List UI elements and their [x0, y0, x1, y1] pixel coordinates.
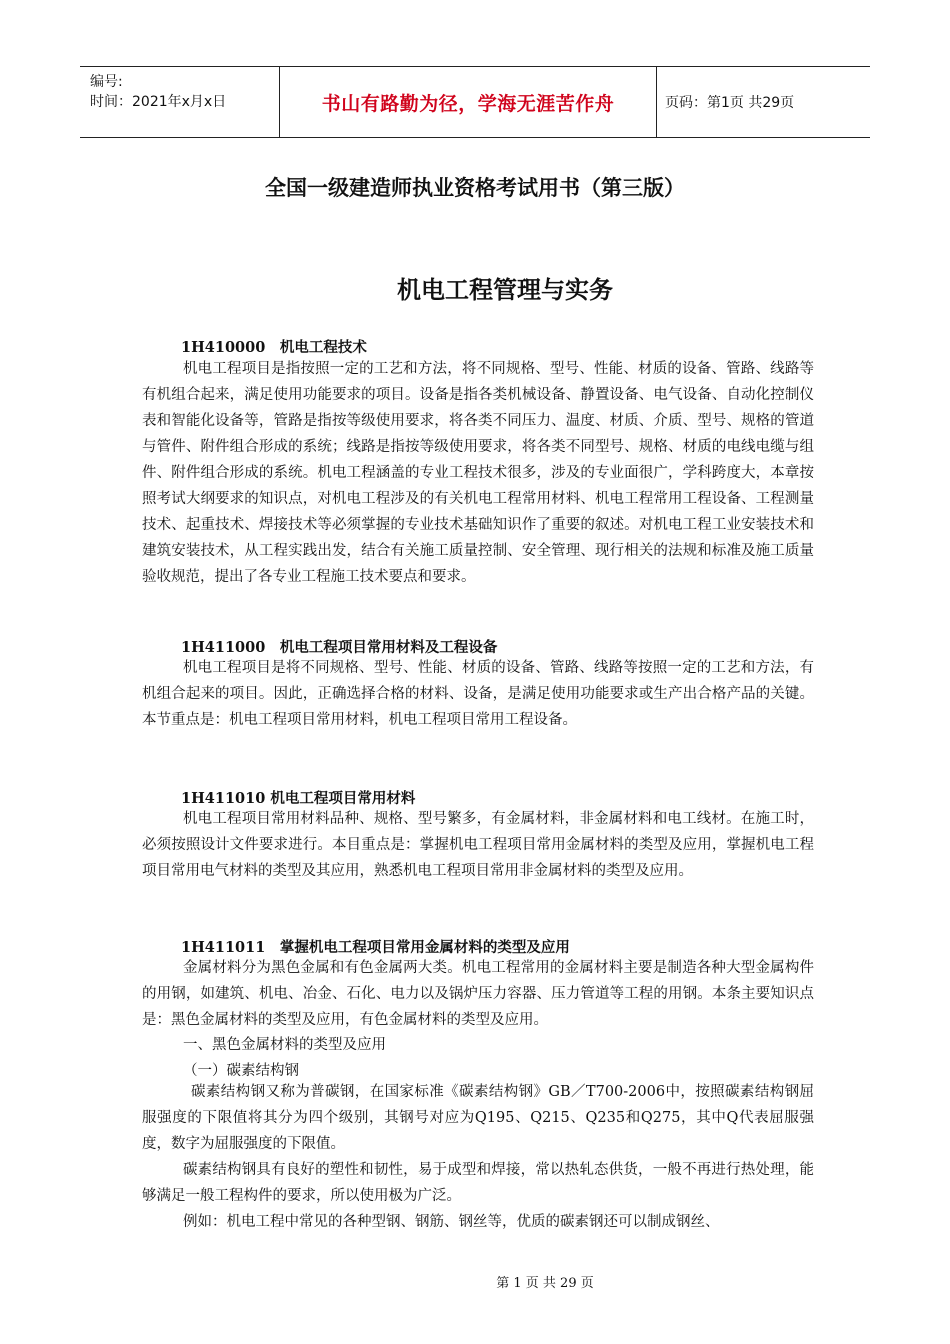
section-body-1h411011: 金属材料分为黑色金属和有色金属两大类。机电工程常用的金属材料主要是制造各种大型金属构件的用钢，如建筑、机电、冶金、石化、电力以及锅炉压力容器、压力管道等工程的用钢。本条主要知识点是：黑色金属材料的类型及应用，有色金属材料的类型及应用。: [142, 960, 814, 1028]
header-page-info: 页码：第1页 共29页: [665, 95, 795, 111]
doc-time-label: 时间：2021年x月x日: [90, 94, 227, 110]
paragraph-carbon-steel-example: 例如：机电工程中常见的各种型钢、钢筋、钢丝等，优质的碳素钢还可以制成钢丝、: [183, 1214, 720, 1230]
header-table: [80, 66, 870, 138]
section-heading-1h411010: 1H411010 机电工程项目常用材料: [181, 790, 416, 807]
section-heading-1h411000: 1H411000 机电工程项目常用材料及工程设备: [181, 639, 498, 656]
paragraph-carbon-steel-standard: 碳素结构钢又称为普碳钢，在国家标准《碳素结构钢》GB／T700-2006中，按照碳素结构钢屈服强度的下限值将其分为四个级别，其钢号对应为Q195、Q215、Q235和Q275，其中Q代表屈服强度，数字为屈服强度的下限值。: [142, 1084, 814, 1152]
section-body-1h410000: 机电工程项目是指按照一定的工艺和方法，将不同规格、型号、性能、材质的设备、管路、线路等有机组合起来，满足使用功能要求的项目。设备是指各类机械设备、静置设备、电气设备、自动化控制仪表和智能化设备等，管路是指按等级使用要求，将各类不同压力、温度、材质、介质、型号、规格的管道与管件、附件组合形成的系统；线路是指按等级使用要求，将各类不同型号、规格、材质的电线电缆与组件、附件组合形成的系统。机电工程涵盖的专业工程技术很多，涉及的专业面很广，学科跨度大，本章按照考试大纲要求的知识点，对机电工程涉及的有关机电工程常用材料、机电工程常用工程设备、工程测量技术、起重技术、焊接技术等必须掌握的专业技术基础知识作了重要的叙述。对机电工程工业安装技术和建筑安装技术，从工程实践出发，结合有关施工质量控制、安全管理、现行相关的法规和标准及施工质量验收规范，提出了各专业工程施工技术要点和要求。: [142, 361, 814, 585]
section-body-1h411010: 机电工程项目常用材料品种、规格、型号繁多，有金属材料，非金属材料和电工线材。在施工时，必须按照设计文件要求进行。本目重点是：掌握机电工程项目常用金属材料的类型及应用，掌握机电工程项目常用电气材料的类型及其应用，熟悉机电工程项目常用非金属材料的类型及应用。: [142, 811, 814, 879]
paragraph-carbon-steel-properties: 碳素结构钢具有良好的塑性和韧性，易于成型和焊接，常以热轧态供货，一般不再进行热处理，能够满足一般工程构件的要求，所以使用极为广泛。: [142, 1162, 814, 1204]
list-item-ferrous: 一、黑色金属材料的类型及应用: [183, 1037, 386, 1053]
header-meta: [80, 67, 280, 137]
section-body-1h411000: 机电工程项目是将不同规格、型号、性能、材质的设备、管路、线路等按照一定的工艺和方法，有机组合起来的项目。因此，正确选择合格的材料、设备，是满足使用功能要求或生产出合格产品的关键。本节重点是：机电工程项目常用材料，机电工程项目常用工程设备。: [142, 660, 814, 728]
header-motto: 书山有路勤为径，学海无涯苦作舟: [280, 67, 657, 137]
list-item-carbon-steel: （一）碳素结构钢: [183, 1063, 299, 1079]
document-subtitle: 机电工程管理与实务: [397, 276, 613, 304]
section-heading-1h411011: 1H411011 掌握机电工程项目常用金属材料的类型及应用: [181, 939, 570, 956]
doc-number-label: 编号:: [90, 74, 123, 90]
document-title: 全国一级建造师执业资格考试用书（第三版）: [265, 176, 685, 200]
page-footer: 第 1 页 共 29 页: [496, 1276, 594, 1291]
section-heading-1h410000: 1H410000 机电工程技术: [181, 339, 367, 356]
